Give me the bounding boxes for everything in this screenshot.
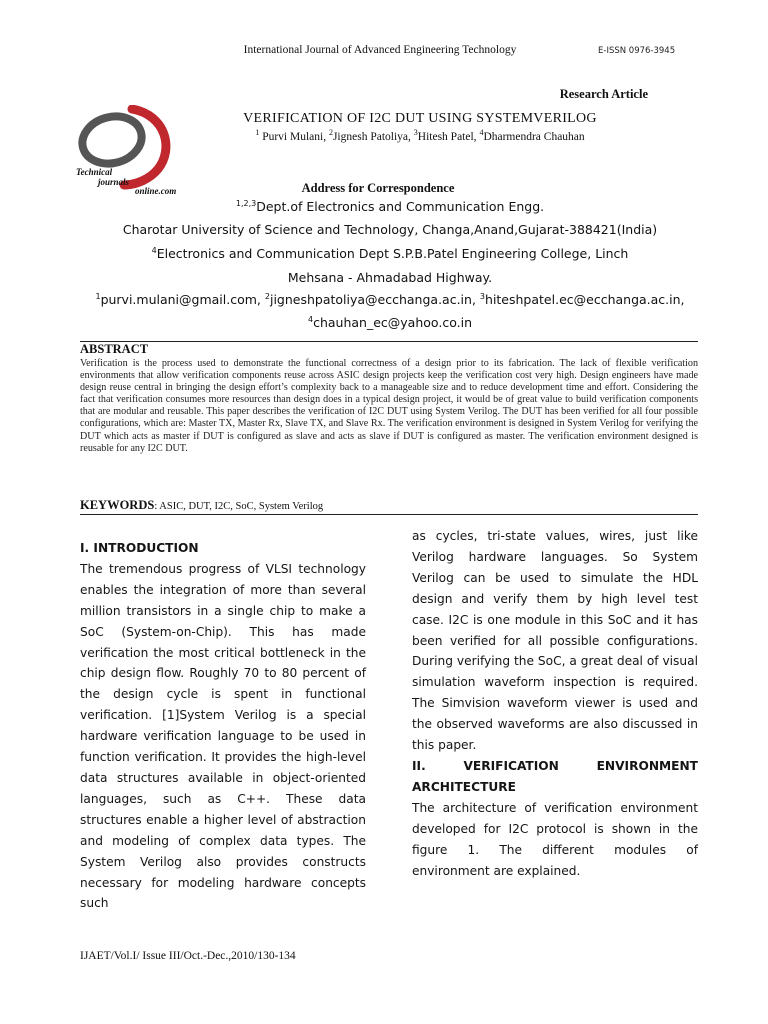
abstract-divider: [80, 341, 698, 342]
right-column: [412, 526, 698, 881]
affiliation-text: Electronics and Communication Dept S.P.B.Patel Engineering College, Linch: [156, 246, 629, 262]
page-footer: IJAET/Vol.I/ Issue III/Oct.-Dec.,2010/130-134: [80, 950, 296, 962]
email-sup: 4: [308, 315, 314, 324]
email-line: [0, 292, 768, 307]
email-sup: 1: [95, 292, 101, 301]
section-heading: II. VERIFICATION ENVIRONMENT ARCHITECTURE: [412, 758, 698, 794]
logo-text: Technical: [76, 167, 113, 177]
correspondence-heading: Address for Correspondence: [301, 181, 455, 195]
author-name: Jignesh Patoliya,: [332, 130, 411, 143]
affiliation-line: Charotar University of Science and Technology, Changa,Anand,Gujarat-388421(India): [122, 222, 658, 237]
keywords-text: : ASIC, DUT, I2C, SoC, System Verilog: [154, 501, 324, 512]
author-name: Hitesh Patel,: [417, 130, 477, 143]
affiliation-sup: 1,2,3: [235, 199, 257, 208]
left-column: [80, 538, 366, 914]
email-sup: 3: [479, 292, 486, 301]
email-sup: 2: [264, 292, 270, 301]
keywords-line: [80, 498, 323, 513]
affiliation-sup: 4: [151, 246, 157, 255]
email-link[interactable]: purvi.mulani@gmail.com,: [100, 292, 261, 308]
email-link[interactable]: chauhan_ec@yahoo.co.in: [313, 315, 472, 331]
email-link[interactable]: jigneshpatoliya@ecchanga.ac.in,: [269, 292, 476, 308]
issn-label: E-ISSN 0976-3945: [598, 46, 676, 56]
author-sup: 2: [328, 128, 333, 137]
keywords-divider: [80, 514, 698, 515]
author-sup: 1: [255, 128, 260, 137]
affiliation-line: [0, 246, 768, 261]
author-name: Purvi Mulani,: [262, 130, 327, 143]
affiliation-line: [0, 199, 768, 214]
affiliation-line: Mehsana - Ahmadabad Highway.: [287, 270, 493, 285]
affiliation-text: Dept.of Electronics and Communication Engg.: [256, 199, 545, 215]
email-line: [0, 315, 768, 330]
section-heading: I. INTRODUCTION: [80, 541, 199, 555]
author-sup: 4: [479, 128, 484, 137]
email-link[interactable]: hiteshpatel.ec@ecchanga.ac.in,: [485, 292, 685, 308]
author-name: Dharmendra Chauhan: [483, 130, 585, 143]
article-type-label: Research Article: [559, 87, 648, 101]
section-paragraph: The architecture of verification environment developed for I2C protocol is shown in the figure 1. The different modules of environment are explained.: [412, 800, 698, 878]
abstract-text: Verification is the process used to demonstrate the functional correctness of a design prior to its fabrication. The lack of flexible verification environments that allow verification components reuse across ASIC design projects keep the verification cost very high. Design engineers have made design reuse central in bringing the design effort’s complexity back to a manageable size and to reduce development time and effort. Considering the fact that verification consumes more resources than design does in a typical design project, it would be of great value to build verification components that are modular and reusable. This paper describes the verification of I2C DUT using System Verilog. The DUT has been verified for all four possible configurations, which are: Master TX, Master Rx, Slave TX, and Slave Rx. The verification environment is designed in System Verilog for verifying the DUT which acts as master if DUT is configured as slave and acts as slave if DUT is configured as master. The verification environment designed is reusable for any I2C DUT.: [80, 358, 698, 454]
logo-text: journals: [98, 177, 130, 187]
abstract-heading: ABSTRACT: [80, 342, 149, 356]
paper-title: VERIFICATION OF I2C DUT USING SYSTEMVERILOG: [243, 111, 597, 126]
section-paragraph: as cycles, tri-state values, wires, just like Verilog hardware languages. So System Verilog can be used to simulate the HDL design and verify them by high level test case. I2C is one module in this SoC and it has been verified for all possible configurations. During verifying the SoC, a great deal of visual simulation waveform inspection is required. The Simvision waveform viewer is used and the observed waveforms are also discussed in this paper.: [412, 529, 698, 753]
logo-text: online.com: [135, 186, 177, 196]
author-list: [0, 128, 768, 143]
journal-name: International Journal of Advanced Engineering Technology: [243, 44, 517, 56]
keywords-label: KEYWORDS: [80, 498, 155, 512]
author-sup: 3: [413, 128, 418, 137]
section-paragraph: The tremendous progress of VLSI technology enables the integration of more than several million transistors in a single chip to make a SoC (System-on-Chip). This has made verification the most critical bottleneck in the chip design flow. Roughly 70 to 80 percent of the design cycle is spent in functional verification. [1]System Verilog is a special hardware verification language to be used in function verification. It provides the high-level data structures available in object-oriented languages, such as C++. These data structures enable a higher level of abstraction and modeling of complex data types. The System Verilog also provides constructs necessary for modeling hardware concepts such: [80, 561, 366, 911]
